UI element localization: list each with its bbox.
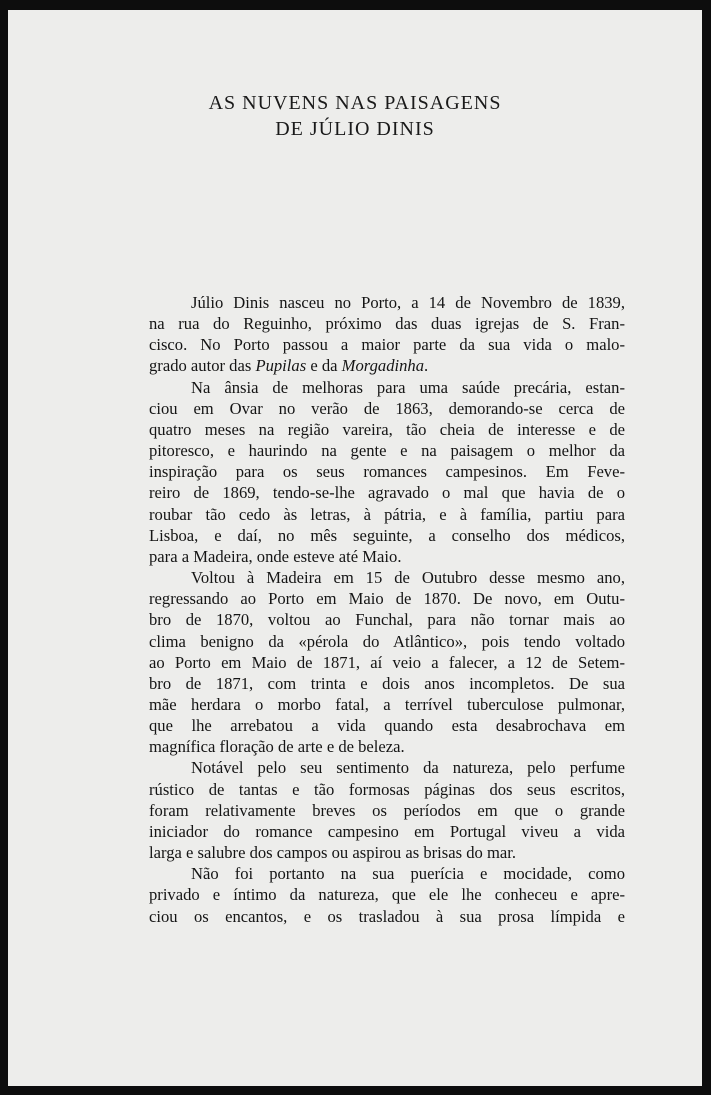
text-line: Voltou à Madeira em 15 de Outubro desse mesmo ano, [191,568,625,588]
book-page [8,10,702,1086]
text-fragment: e da [306,356,342,376]
text-line: foram relativamente breves os períodos em que o grande [149,800,625,820]
text-line: Não foi portanto na sua puerícia e mocidade, como [191,864,625,884]
text-line [149,355,625,376]
text-line: que lhe arrebatou a vida quando esta desabrochava em [149,716,625,736]
text-line: quatro meses na região vareira, tão cheia de interesse e de [149,419,625,439]
text-line: cisco. No Porto passou a maior parte da sua vida o malo- [149,335,625,355]
text-fragment: grado autor das [149,356,256,376]
title-line-2: DE JÚLIO DINIS [275,118,435,140]
text-line: clima benigno da «pérola do Atlântico», pois tendo voltado [149,631,625,651]
body-text [149,292,625,927]
text-line: privado e íntimo da natureza, que ele lhe conheceu e apre- [149,885,625,905]
text-line: Na ânsia de melhoras para uma saúde precária, estan- [191,377,625,397]
text-line: roubar tão cedo às letras, à pátria, e à família, partiu para [149,504,625,524]
text-line: ao Porto em Maio de 1871, aí veio a falecer, a 12 de Setem- [149,652,625,672]
text-line: ciou em Ovar no verão de 1863, demorando-se cerca de [149,398,625,418]
paragraph-1 [149,292,625,377]
title-line-1: AS NUVENS NAS PAISAGENS [208,92,502,114]
paragraph-5 [149,863,625,926]
text-line: reiro de 1869, tendo-se-lhe agravado o mal que havia de o [149,483,625,503]
text-fragment: . [424,356,429,376]
text-line: iniciador do romance campesino em Portugal viveu a vida [149,821,625,841]
text-line: inspiração para os seus romances campesinos. Em Feve- [149,462,625,482]
paragraph-2 [149,377,625,567]
italic-title-pupilas: Pupilas [255,356,307,376]
text-line: mãe herdara o morbo fatal, a terrível tuberculose pulmonar, [149,694,625,714]
text-line: para a Madeira, onde esteve até Maio. [149,546,402,566]
text-line: bro de 1870, voltou ao Funchal, para não tornar mais ao [149,610,625,630]
italic-title-morgadinha: Morgadinha [341,356,425,376]
paragraph-3 [149,567,625,757]
text-line: rústico de tantas e tão formosas páginas dos seus escritos, [149,779,625,799]
text-line: magnífica floração de arte e de beleza. [149,737,405,757]
text-line: Lisboa, e daí, no mês seguinte, a conselho dos médicos, [149,525,625,545]
text-line: regressando ao Porto em Maio de 1870. De novo, em Outu- [149,589,625,609]
text-line: pitoresco, e haurindo na gente e na paisagem o melhor da [149,441,625,461]
text-line: larga e salubre dos campos ou aspirou as brisas do mar. [149,843,516,863]
text-line: Notável pelo seu sentimento da natureza, pelo perfume [191,758,625,778]
text-line: bro de 1871, com trinta e dois anos incompletos. De sua [149,673,625,693]
text-line: ciou os encantos, e os trasladou à sua prosa límpida e [149,906,625,926]
text-line: Júlio Dinis nasceu no Porto, a 14 de Novembro de 1839, [191,293,625,312]
text-line: na rua do Reguinho, próximo das duas igrejas de S. Fran- [149,314,625,334]
paragraph-4 [149,757,625,863]
